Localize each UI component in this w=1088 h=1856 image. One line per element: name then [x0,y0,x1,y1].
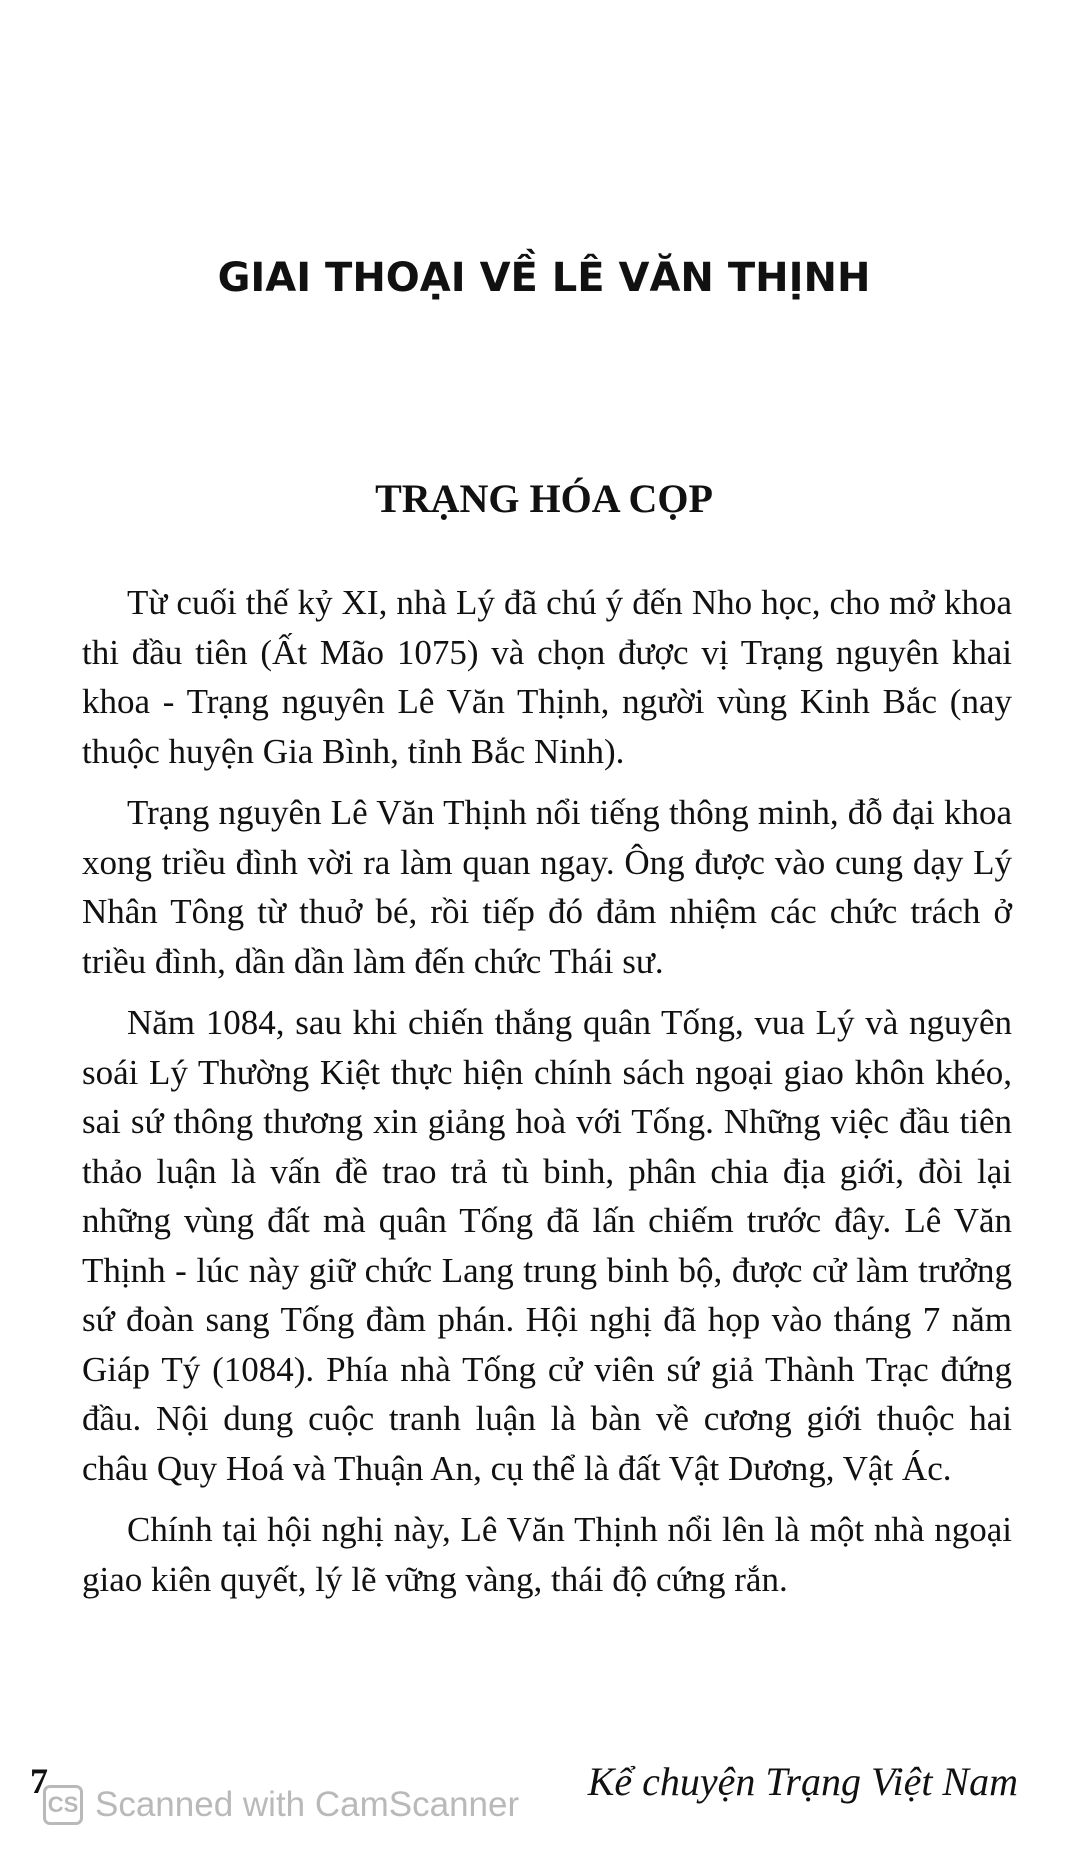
paragraph: Chính tại hội nghị này, Lê Văn Thịnh nổi lên là một nhà ngoại giao kiên quyết, lý lẽ vững vàng, thái độ cứng rắn. [82,1510,1012,1599]
body-text [82,578,1012,1616]
book-title-footer: Kể chuyện Trạng Việt Nam [587,1759,1018,1804]
section-title: TRẠNG HÓA CỌP [375,476,713,521]
watermark-text: Scanned with CamScanner [95,1785,520,1824]
page-number: 7 [30,1761,48,1801]
paragraph: Từ cuối thế kỷ XI, nhà Lý đã chú ý đến Nho học, cho mở khoa thi đầu tiên (Ất Mão 1075) và chọn được vị Trạng nguyên khai khoa - Trạng nguyên Lê Văn Thịnh, người vùng Kinh Bắc (nay thuộc huyện Gia Bình, tỉnh Bắc Ninh). [82,583,1012,771]
paragraph: Trạng nguyên Lê Văn Thịnh nổi tiếng thông minh, đỗ đại khoa xong triều đình vời ra làm quan ngay. Ông được vào cung dạy Lý Nhân Tông từ thuở bé, rồi tiếp đó đảm nhiệm các chức trách ở triều đình, dần dần làm đến chức Thái sư. [82,793,1012,981]
chapter-title: GIAI THOẠI VỀ LÊ VĂN THỊNH [217,255,871,301]
paragraph: Năm 1084, sau khi chiến thắng quân Tống, vua Lý và nguyên soái Lý Thường Kiệt thực hiện chính sách ngoại giao khôn khéo, sai sứ thông thương xin giảng hoà với Tống. Những việc đầu tiên thảo luận là vấn đề trao trả tù binh, phân chia địa giới, đòi lại những vùng đất mà quân Tống đã lấn chiếm trước đây. Lê Văn Thịnh - lúc này giữ chức Lang trung binh bộ, được cử làm trưởng sứ đoàn sang Tống đàm phán. Hội nghị đã họp vào tháng 7 năm Giáp Tý (1084). Phía nhà Tống cử viên sứ giả Thành Trạc đứng đầu. Nội dung cuộc tranh luận là bàn về cương giới thuộc hai châu Quy Hoá và Thuận An, cụ thể là đất Vật Dương, Vật Ác. [82,1003,1012,1488]
camscanner-watermark [43,1785,519,1825]
camscanner-logo-icon: CS [43,1785,83,1825]
